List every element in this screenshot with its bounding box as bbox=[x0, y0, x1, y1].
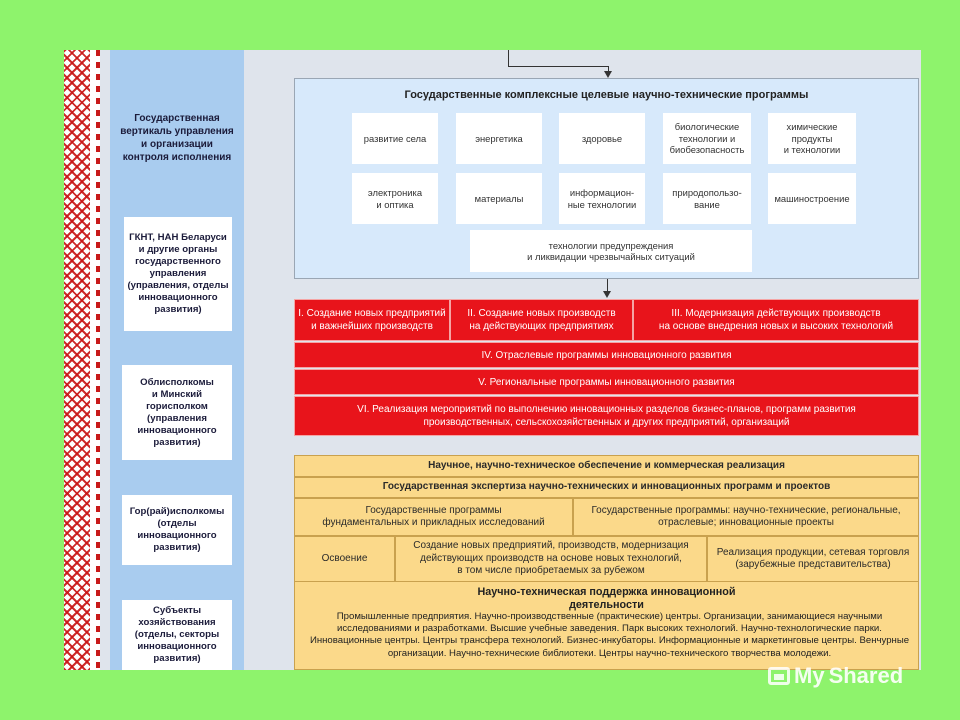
yellow-sales: Реализация продукции, сетевая торговля (зарубежные представительства) bbox=[707, 536, 919, 582]
ornament-dashed-strip bbox=[96, 50, 100, 670]
program-box: информацион- ные технологии bbox=[559, 173, 645, 224]
connector-line bbox=[508, 66, 608, 67]
myshared-watermark bbox=[768, 660, 903, 692]
yellow-fundamental-programs: Государственные программы фундаментальных и прикладных исследований bbox=[294, 498, 573, 536]
connector-line bbox=[508, 50, 509, 66]
support-text: Промышленные предприятия. Научно-производственные (практические) центры. Организации, занимающиеся научными исследованиями и разработками. Высшие учебные заведения. Парк высоких технологий. Научно-технологические парки. Инновационные центры. Центры трансфера технологий. Бизнес-инкубаторы. Информационные и маркетинговые центры. Венчурные организации. Научно-технические библиотеки. Центры научно-технического творчества молодежи. bbox=[309, 611, 910, 659]
program-box: здоровье bbox=[559, 113, 645, 164]
program-box-emergency: технологии предупреждения и ликвидации чрезвычайных ситуаций bbox=[470, 230, 752, 272]
arrow-down-icon bbox=[603, 291, 611, 298]
red-direction-3: III. Модернизация действующих производств на основе внедрения новых и высоких технологий bbox=[633, 299, 919, 341]
red-direction-4: IV. Отраслевые программы инновационного развития bbox=[294, 342, 919, 368]
slide bbox=[64, 50, 921, 670]
left-heading: Государственная вертикаль управления и организации контроля исполнения bbox=[120, 113, 234, 163]
red-direction-6: VI. Реализация мероприятий по выполнению инновационных разделов бизнес-планов, программ развития производственных, сельскохозяйственных и других предприятий, организаций bbox=[294, 396, 919, 436]
programs-title: Государственные комплексные целевые научно-технические программы bbox=[404, 89, 809, 101]
programs-panel bbox=[294, 78, 919, 279]
red-direction-5: V. Региональные программы инновационного развития bbox=[294, 369, 919, 395]
left-box-gorispolkom: Гор(рай)исполкомы (отделы инновационного развития) bbox=[122, 495, 232, 565]
left-box-subjects: Субъекты хозяйствования (отделы, секторы инновационного развития) bbox=[122, 600, 232, 670]
yellow-new-enterprises: Создание новых предприятий, производств, модернизация действующих производств на основе новых технологий, в том числе приобретаемых за рубежом bbox=[395, 536, 707, 582]
left-box-oblispolkom: Облисполкомы и Минский горисполком (управления инновационного развития) bbox=[122, 365, 232, 460]
belarus-ornament bbox=[64, 50, 93, 670]
red-direction-1: I. Создание новых предприятий и важнейших производств bbox=[294, 299, 450, 341]
program-box: энергетика bbox=[456, 113, 542, 164]
support-title: Научно-техническая поддержка инновационной деятельности bbox=[477, 586, 736, 611]
yellow-row-expertise: Государственная экспертиза научно-технических и инновационных программ и проектов bbox=[294, 477, 919, 498]
program-box: природопользо- вание bbox=[663, 173, 751, 224]
program-box: машиностроение bbox=[768, 173, 856, 224]
arrow-down-icon bbox=[604, 71, 612, 78]
program-box: материалы bbox=[456, 173, 542, 224]
watermark-shared: Shared bbox=[828, 663, 904, 688]
program-box: электроника и оптика bbox=[352, 173, 438, 224]
program-box: химические продукты и технологии bbox=[768, 113, 856, 164]
yellow-state-programs: Государственные программы: научно-технические, региональные, отраслевые; инновационные проекты bbox=[573, 498, 919, 536]
red-direction-2: II. Создание новых производств на действующих предприятиях bbox=[450, 299, 633, 341]
watermark-my: My bbox=[794, 663, 825, 688]
yellow-mastering: Освоение bbox=[294, 536, 395, 582]
program-box: биологические технологии и биобезопасность bbox=[663, 113, 751, 164]
yellow-row-commercial: Научное, научно-техническое обеспечение и коммерческая реализация bbox=[294, 455, 919, 477]
left-box-gknt: ГКНТ, НАН Беларуси и другие органы государственного управления (управления, отделы инновационного развития) bbox=[124, 217, 232, 331]
program-box: развитие села bbox=[352, 113, 438, 164]
monitor-icon bbox=[768, 667, 790, 685]
